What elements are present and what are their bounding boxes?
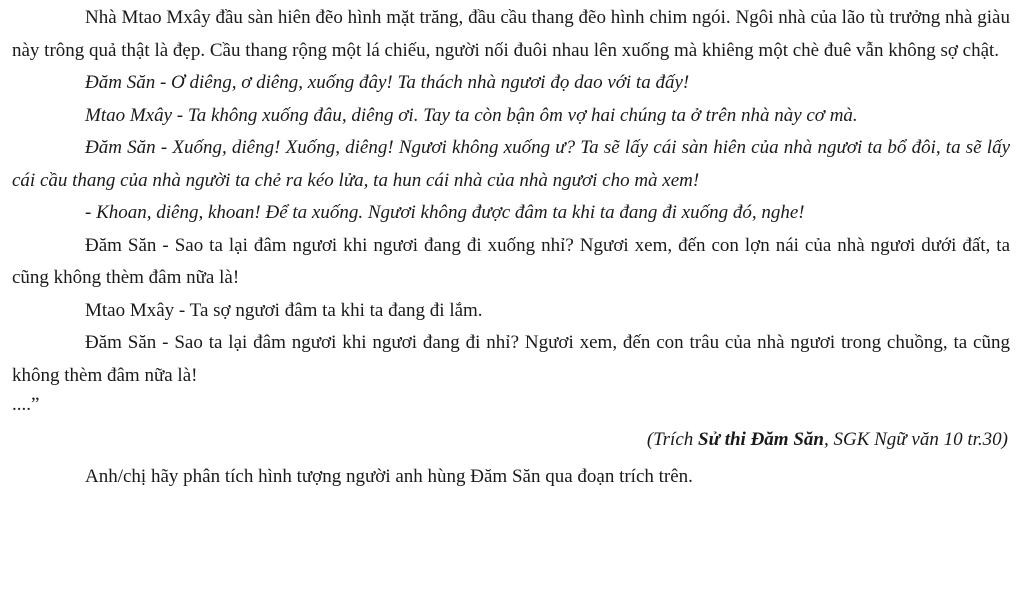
question-prompt: Anh/chị hãy phân tích hình tượng người anh hùng Đăm Săn qua đoạn trích trên. [85, 465, 693, 487]
citation-prefix: (Trích [646, 429, 699, 450]
source-citation [12, 424, 1010, 457]
dialogue-dam-san-buffalo: Đăm Săn - Sao ta lại đâm ngươi khi ngươi đang đi nhỉ? Ngươi xem, đến con trâu của nhà ngươi trong chuồng, ta cũng không thèm đâm nữa là! [12, 332, 1010, 386]
dialogue-dam-san-challenge: Đăm Săn - Ơ diêng, ơ diêng, xuống đây! Ta thách nhà ngươi đọ dao với ta đấy! [85, 72, 690, 93]
dialogue-mtao-mxay-afraid: Mtao Mxây - Ta sợ ngươi đâm ta khi ta đang đi lắm. [85, 299, 483, 321]
ellipsis: ....” [12, 394, 40, 415]
dialogue-mtao-mxay-refusal: Mtao Mxây - Ta không xuống đâu, diêng ơi. Tay ta còn bận ôm vợ hai chúng ta ở trên nhà này cơ mà. [85, 104, 858, 126]
dialogue-dam-san-pig: Đăm Săn - Sao ta lại đâm ngươi khi ngươi đang đi xuống nhỉ? Ngươi xem, đến con lợn nái của nhà ngươi dưới đất, ta cũng không thèm đâm nữa là! [12, 234, 1010, 288]
citation-work-title: Sử thi Đăm Săn [698, 429, 824, 450]
dialogue-dam-san-threat: Đăm Săn - Xuống, diêng! Xuống, diêng! Ngươi không xuống ư? Ta sẽ lấy cái sàn hiên của nhà ngươi ta bổ đôi, ta sẽ lấy cái cầu thang của nhà người ta chẻ ra kéo lửa, ta hun cái nhà của nhà ngươi cho mà xem! [12, 137, 1010, 191]
narrative-paragraph: Nhà Mtao Mxây đầu sàn hiên đẽo hình mặt trăng, đầu cầu thang đẽo hình chim ngói. Ngôi nhà của lão tù trưởng nhà giàu này trông quả thật là đẹp. Cầu thang rộng một lá chiếu, người nối đuôi nhau lên xuống mà khiêng một chè đuê vẫn không sợ chật. [12, 7, 1010, 61]
citation-suffix: , SGK Ngữ văn 10 tr.30) [823, 429, 1008, 450]
dialogue-mtao-mxay-wait: - Khoan, diêng, khoan! Để ta xuống. Ngươi không được đâm ta khi ta đang đi xuống đó, nghe! [85, 202, 805, 223]
